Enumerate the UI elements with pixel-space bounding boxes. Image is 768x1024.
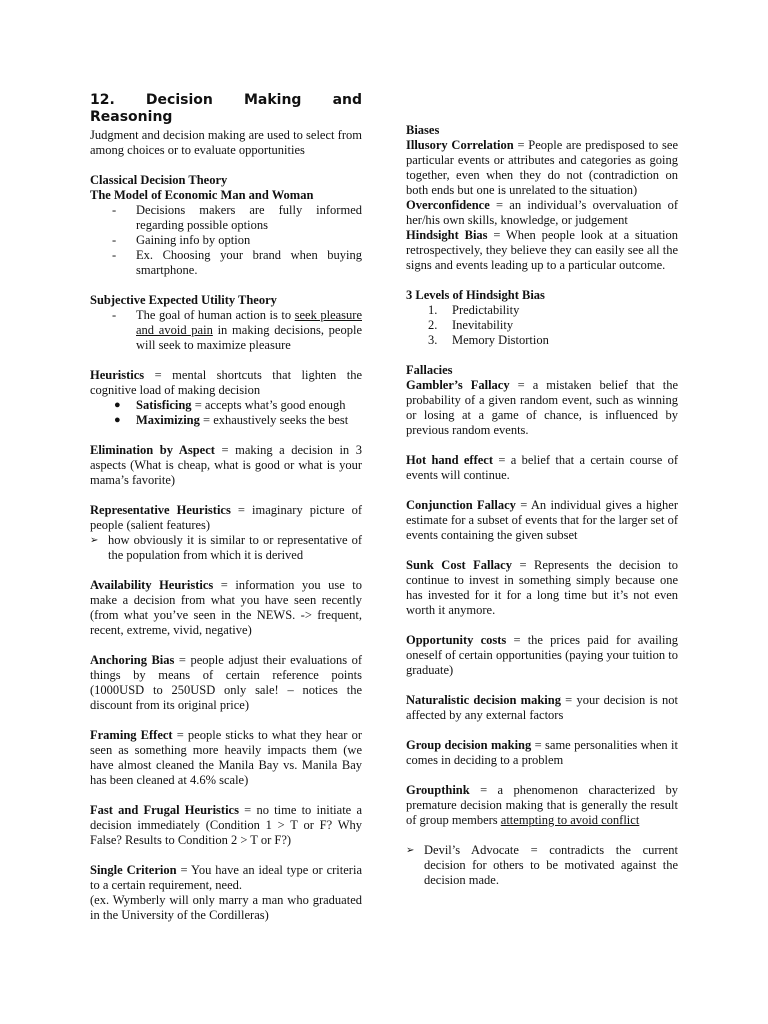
- arrow-marker: ➢: [406, 845, 415, 856]
- fast-frugal-paragraph: Fast and Frugal Heuristics = no time to initiate a decision immediately (Condition 1 > T or F? Why False? Results to Condition 2 > T or F?): [90, 803, 362, 847]
- economic-heading: The Model of Economic Man and Woman: [90, 188, 314, 202]
- number-marker: 2.: [428, 318, 438, 332]
- left-column: [90, 92, 362, 923]
- list-item: ➢ Devil’s Advocate = contradicts the current decision for others to be motivated against the decision made.: [406, 843, 678, 887]
- devils-advocate-list: [406, 843, 678, 888]
- intro-paragraph: Judgment and decision making are used to select from among choices or to evaluate opportunities: [90, 128, 362, 157]
- availability-paragraph: Availability Heuristics = information you use to make a decision from what you have seen recently (from what you’ve seen in the NEWS. -> frequent, recent, extreme, vivid, negative): [90, 578, 362, 637]
- list-item: - Gaining info by option: [112, 233, 251, 247]
- seu-heading: Subjective Expected Utility Theory: [90, 293, 277, 307]
- right-column: [406, 123, 678, 888]
- number-marker: 1.: [428, 303, 438, 317]
- list-item: - Decisions makers are fully informed regarding possible options: [112, 203, 362, 232]
- list-item: ➢ how obviously it is similar to or representative of the population from which it is derived: [90, 533, 362, 562]
- classical-heading: Classical Decision Theory: [90, 173, 228, 187]
- illusory-paragraph: Illusory Correlation = People are predisposed to see particular events or attributes and categories as going together, even when they do not (contradiction on both ends but one is unrelated to the situation): [406, 138, 678, 197]
- group-decision-paragraph: Group decision making = same personalities when it comes in deciding to a problem: [406, 738, 678, 767]
- economic-list: [90, 203, 362, 278]
- representative-paragraph: Representative Heuristics = imaginary picture of people (salient features): [90, 503, 362, 532]
- dash-marker: -: [112, 248, 117, 262]
- list-item: 2. Inevitability: [428, 318, 514, 332]
- opportunity-paragraph: Opportunity costs = the prices paid for availing oneself of certain opportunities (paying your tuition to graduate): [406, 633, 678, 677]
- levels-list: [406, 303, 678, 348]
- dash-marker: -: [112, 233, 117, 247]
- overconfidence-paragraph: Overconfidence = an individual’s overvaluation of her/his own skills, knowledge, or judgement: [406, 198, 678, 227]
- biases-heading: Biases: [406, 123, 440, 137]
- dash-marker: -: [112, 308, 117, 322]
- levels-heading: 3 Levels of Hindsight Bias: [406, 288, 545, 302]
- heuristics-list: [90, 398, 362, 428]
- single-criterion-paragraph: Single Criterion = You have an ideal type or criteria to a certain requirement, need.: [90, 863, 362, 892]
- dash-marker: -: [112, 203, 117, 217]
- section-title: 12. Decision Making and: [90, 92, 362, 108]
- hindsight-paragraph: Hindsight Bias = When people look at a situation retrospectively, they believe they can easily see all the signs and events leading up to a particular outcome.: [406, 228, 678, 272]
- elimination-paragraph: Elimination by Aspect = making a decision in 3 aspects (What is cheap, what is good or what is your mama’s favorite): [90, 443, 362, 487]
- list-item: 1. Predictability: [428, 303, 520, 317]
- sunk-cost-paragraph: Sunk Cost Fallacy = Represents the decision to continue to invest in something simply because one has invested for it for a long time but it’s not even worth it anymore.: [406, 558, 678, 617]
- number-marker: 3.: [428, 333, 438, 347]
- list-item: - Ex. Choosing your brand when buying smartphone.: [112, 248, 362, 277]
- section-title-line2: Reasoning: [90, 109, 173, 125]
- list-item: ● Maximizing = exhaustively seeks the best: [114, 413, 349, 427]
- hot-hand-paragraph: Hot hand effect = a belief that a certain course of events will continue.: [406, 453, 679, 482]
- seu-list: [90, 308, 362, 353]
- anchoring-paragraph: Anchoring Bias = people adjust their evaluations of things by means of certain reference points (1000USD to 250USD only sale! – notices the discount from its original price): [90, 653, 362, 712]
- heuristics-paragraph: Heuristics = mental shortcuts that lighten the cognitive load of making decision: [90, 368, 362, 397]
- gambler-paragraph: Gambler’s Fallacy = a mistaken belief that the probability of a given random event, such as winning or losing at a game of chance, is influenced by previous random events.: [406, 378, 678, 437]
- single-criterion-example: (ex. Wymberly will only marry a man who graduated in the University of the Cordilleras): [90, 893, 362, 922]
- list-item: ● Satisficing = accepts what’s good enough: [114, 398, 346, 412]
- representative-list: [90, 533, 362, 563]
- naturalistic-paragraph: Naturalistic decision making = your decision is not affected by any external factors: [406, 693, 678, 722]
- framing-paragraph: Framing Effect = people sticks to what they hear or seen as something more heavily impacts them (we have almost cleaned the Manila Bay vs. Manila Bay has been cleaned at 4.6% scale): [90, 728, 362, 787]
- fallacies-heading: Fallacies: [406, 363, 453, 377]
- list-item: 3. Memory Distortion: [428, 333, 549, 347]
- conjunction-paragraph: Conjunction Fallacy = An individual gives a higher estimate for a subset of events that for the larger set of events containing the given subset: [406, 498, 678, 542]
- list-item: - The goal of human action is to seek pleasure and avoid pain in making decisions, people will seek to maximize pleasure: [112, 308, 363, 352]
- groupthink-paragraph: Groupthink = a phenomenon characterized by premature decision making that is generally the result of group members attempting to avoid conflict: [406, 783, 678, 827]
- arrow-marker: ➢: [90, 535, 99, 546]
- bullet-marker: ●: [114, 414, 121, 426]
- bullet-marker: ●: [114, 399, 121, 411]
